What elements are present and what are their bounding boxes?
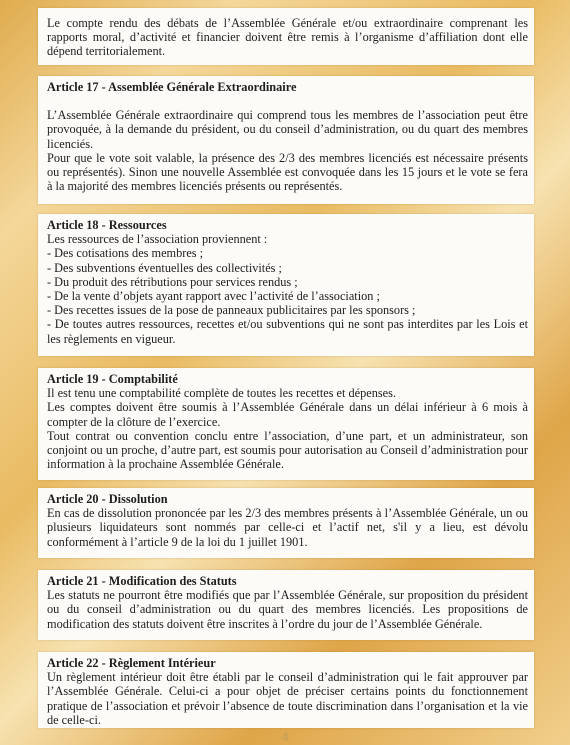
list-item: - Des cotisations des membres ; — [47, 246, 204, 261]
article-18-panel — [38, 214, 534, 356]
article-17-title: Article 17 - Assemblée Générale Extraordinaire — [47, 80, 297, 94]
list-item: - De toutes autres ressources, recettes et/ou subventions qui ne sont pas interdites par les Lois et les règlements en vigueur. — [47, 317, 528, 346]
article-21-panel — [38, 570, 534, 640]
article-19-title: Article 19 - Comptabilité — [47, 372, 178, 386]
article-17-panel — [38, 76, 534, 204]
article-19-paragraph-2: Les comptes doivent être soumis à l’Assemblée Générale dans un délai inférieur à 6 mois à compter de la clôture de l’exercice. — [47, 400, 528, 429]
article-22-title: Article 22 - Règlement Intérieur — [47, 656, 216, 670]
article-21-title: Article 21 - Modification des Statuts — [47, 574, 237, 588]
list-item: - Du produit des rétributions pour services rendus ; — [47, 274, 298, 289]
page-number: 4 — [281, 729, 289, 744]
article-21-paragraph-1: Les statuts ne pourront être modifiés que par l’Assemblée Générale, sur proposition du président ou du conseil d’administration ou du quart des membres licenciés. Les propositions de modification des statuts doivent être inscrites à l’ordre du jour de l’Assemblée Générale. — [47, 588, 528, 631]
article-18-title: Article 18 - Ressources — [47, 218, 167, 232]
intro-panel — [38, 8, 534, 65]
spacer — [47, 94, 528, 108]
article-18-intro: Les ressources de l’association proviennent : — [47, 232, 268, 247]
article-22-paragraph-1: Un règlement intérieur doit être établi par le conseil d’administration qui le fait approuver par l’Assemblée Générale. Celui-ci a pour objet de préciser certains points du fonctionnement pratique de l’association et prévoir l’absence de toute discrimination dans l’organisation et la vie de celle-ci. — [47, 670, 528, 727]
article-19-panel — [38, 368, 534, 480]
article-20-title: Article 20 - Dissolution — [47, 492, 168, 506]
article-20-panel — [38, 488, 534, 558]
article-20-paragraph-1: En cas de dissolution prononcée par les 2/3 des membres présents à l’Assemblée Générale, un ou plusieurs liquidateurs sont nommés par celle-ci et l’actif net, s'il y a lieu, est dévolu conformément à l’article 9 de la loi du 1 juillet 1901. — [47, 506, 528, 549]
article-19-paragraph-3: Tout contrat ou convention conclu entre l’association, d’une part, et un administrateur, son conjoint ou un proche, d’autre part, est soumis pour autorisation au Conseil d’administration pour information à la prochaine Assemblée Générale. — [47, 428, 528, 472]
article-22-panel — [38, 652, 534, 728]
article-19-paragraph-1: Il est tenu une comptabilité complète de toutes les recettes et dépenses. — [47, 386, 396, 401]
article-17-paragraph-2: Pour que le vote soit valable, la présence des 2/3 des membres licenciés est nécessaire présents ou représentés). Sinon une nouvelle Assemblée est convoquée dans les 15 jours et le vote se fera à la majorité des membres licenciés présents ou représentés. — [47, 150, 528, 194]
article-17-paragraph-1: L’Assemblée Générale extraordinaire qui comprend tous les membres de l’association peut être provoquée, à la demande du président, ou du conseil d’administration, ou du quart des membres licenciés. — [47, 108, 528, 151]
list-item: - Des recettes issues de la pose de panneaux publicitaires par les sponsors ; — [47, 303, 416, 318]
list-item: - Des subventions éventuelles des collectivités ; — [47, 260, 282, 275]
list-item: - De la vente d’objets ayant rapport avec l’activité de l’association ; — [47, 289, 380, 304]
intro-text: Le compte rendu des débats de l’Assemblée Générale et/ou extraordinaire comprenant les rapports moral, d’activité et financier doivent être remis à l’organisme d’affiliation dont elle dépend territorialement. — [47, 16, 528, 59]
